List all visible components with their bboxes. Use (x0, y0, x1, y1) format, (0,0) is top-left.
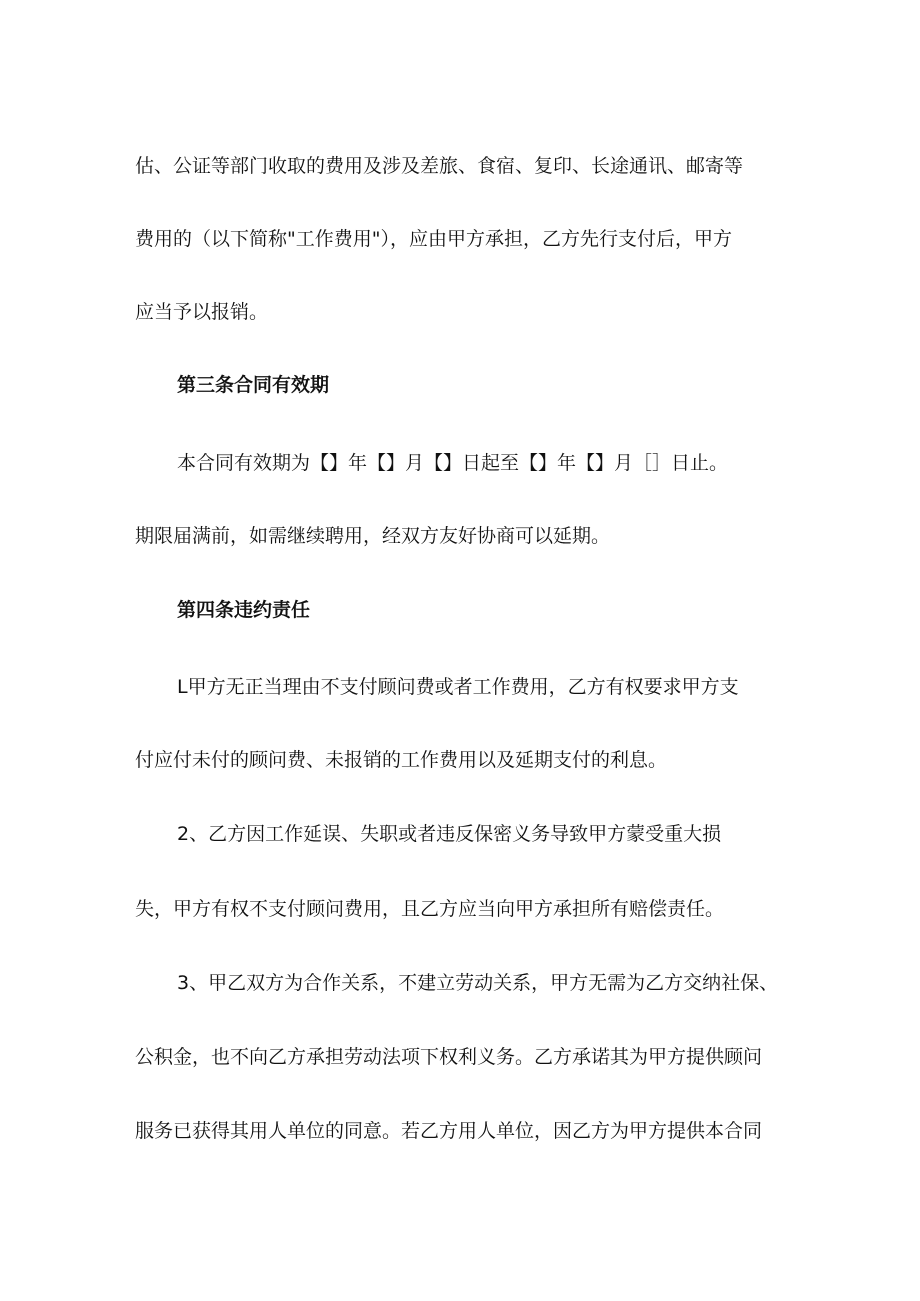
paragraph-line: 本合同有效期为【】年【】月【】日起至【】年【】月［］日止。 (177, 452, 729, 474)
paragraph-line: 付应付未付的顾问费、未报销的工作费用以及延期支付的利息。 (135, 749, 668, 771)
paragraph-line: 期限届满前，如需继续聘用，经双方友好协商可以延期。 (135, 525, 611, 547)
paragraph-line: L甲方无正当理由不支付顾问费或者工作费用，乙方有权要求甲方支 (177, 676, 739, 698)
section-heading-liability: 第四条违约责任 (177, 599, 311, 621)
paragraph-line: 失，甲方有权不支付顾问费用，且乙方应当向甲方承担所有赔偿责任。 (135, 898, 725, 920)
paragraph-line: 2、乙方因工作延误、失职或者违反保密义务导致甲方蒙受重大损 (177, 823, 722, 845)
paragraph-line: 公积金，也不向乙方承担劳动法项下权利义务。乙方承诺其为甲方提供顾问 (135, 1046, 763, 1068)
paragraph-line: 应当予以报销。 (135, 301, 269, 323)
paragraph-line: 估、公证等部门收取的费用及涉及差旅、食宿、复印、长途通讯、邮寄等 (135, 155, 744, 177)
paragraph-line: 服务已获得其用人单位的同意。若乙方用人单位，因乙方为甲方提供本合同 (135, 1120, 763, 1142)
paragraph-line: 费用的（以下简称"工作费用"），应由甲方承担，乙方先行支付后，甲方 (135, 228, 732, 250)
paragraph-line: 3、甲乙双方为合作关系，不建立劳动关系，甲方无需为乙方交纳社保、 (177, 972, 779, 994)
section-heading-term: 第三条合同有效期 (177, 374, 330, 396)
